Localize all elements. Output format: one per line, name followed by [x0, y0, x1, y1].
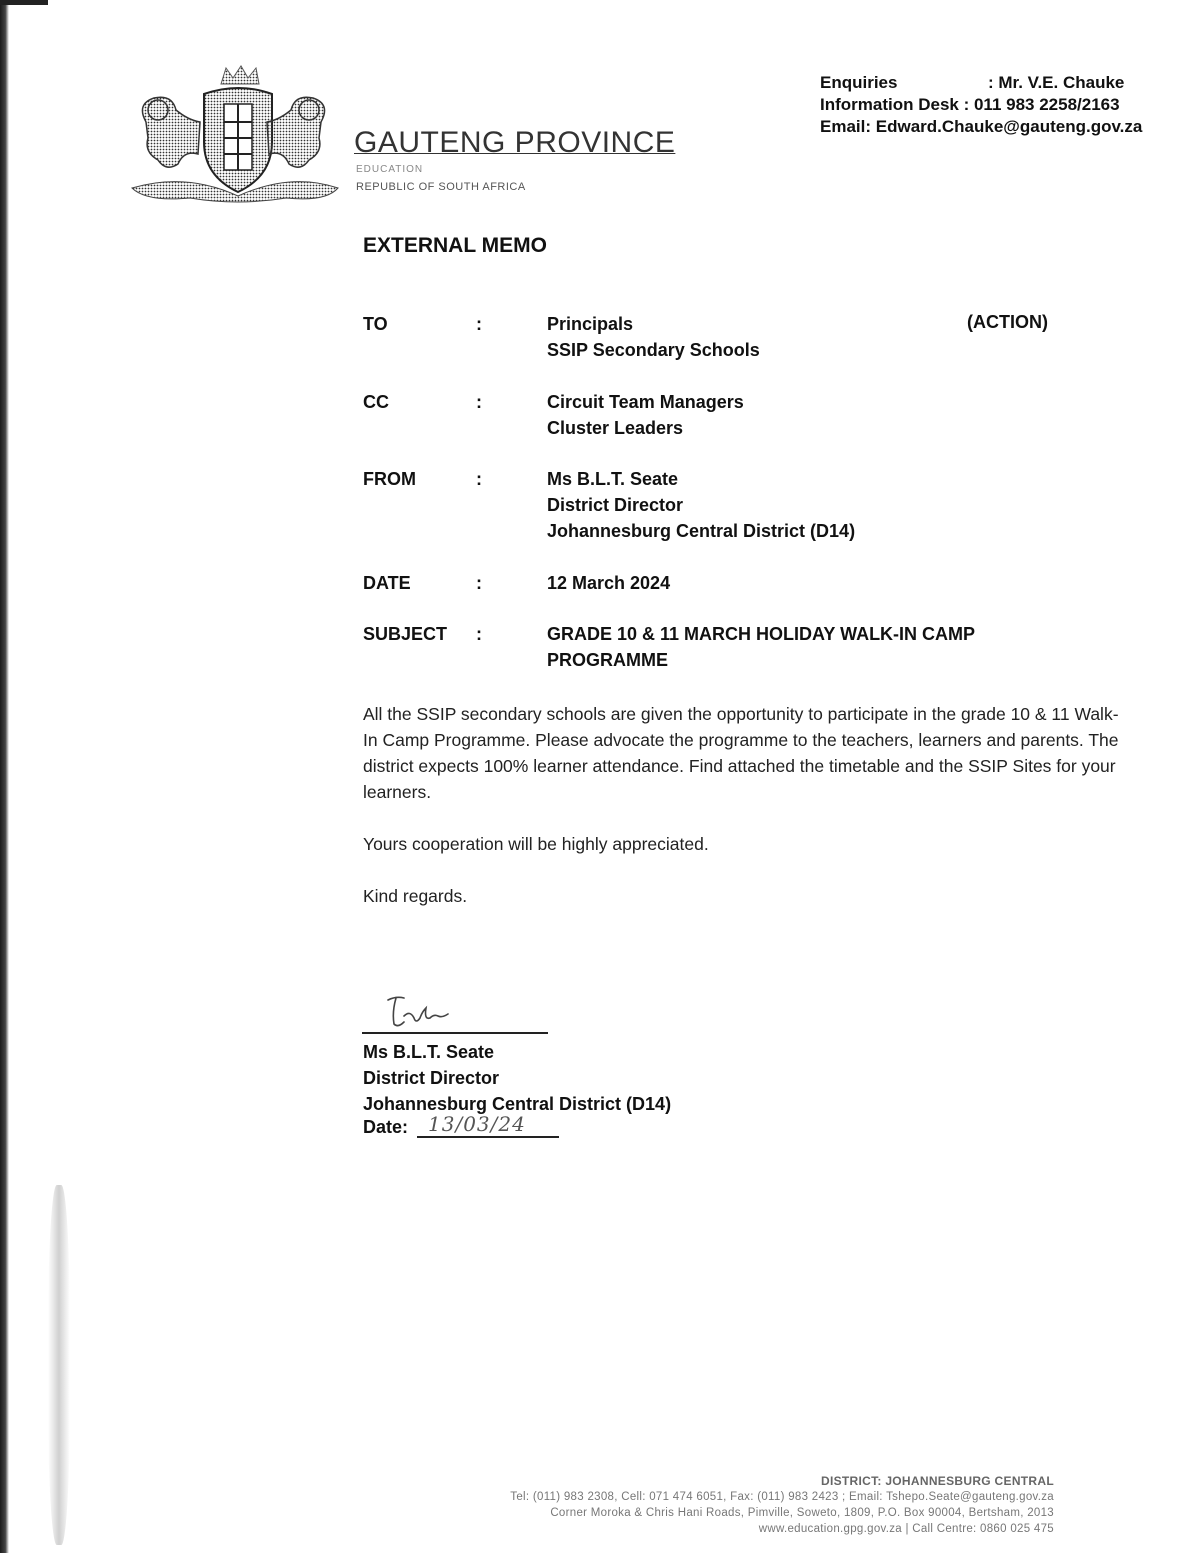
signature-line [362, 1032, 548, 1034]
body-paragraph-1: All the SSIP secondary schools are given the opportunity to participate in the grade 10 & 11 Walk-In Camp Programme. Please advocate the programme to the teachers, learners and parents. The district expects 100% learner attendance. Find attached the timetable and the SSIP Sites for your learners. [363, 704, 1119, 802]
subject-value [547, 621, 975, 673]
to-label: TO [363, 314, 388, 334]
subject-line-2: PROGRAMME [547, 650, 668, 670]
from-label: FROM [363, 469, 416, 489]
enquiries-value: : Mr. V.E. Chauke [988, 73, 1125, 92]
signature-icon [382, 992, 462, 1032]
subject-label: SUBJECT [363, 624, 448, 644]
subject-colon: : [476, 624, 482, 644]
from-line-2: District Director [547, 495, 684, 515]
memo-title: EXTERNAL MEMO [363, 234, 547, 257]
footer-line-1: Tel: (011) 983 2308, Cell: 071 474 6051, Fax: (011) 983 2423 ; Email: Tshepo.Seate@gauteng.gov.za [510, 1491, 1054, 1503]
cc-line-2: Cluster Leaders [547, 418, 684, 438]
department-name: EDUCATION [356, 164, 424, 175]
date-label: DATE [363, 573, 411, 593]
cc-value [547, 389, 744, 441]
from-colon: : [476, 469, 482, 489]
signatory-name: Ms B.L.T. Seate [363, 1042, 495, 1062]
cc-colon: : [476, 392, 482, 412]
footer-line-3: www.education.gpg.gov.za | Call Centre: 0860 025 475 [758, 1523, 1054, 1535]
email-row [820, 116, 1142, 138]
to-value [547, 311, 760, 363]
enquiries-label: Enquiries [820, 73, 898, 92]
enquiries-row [820, 72, 1142, 94]
signatory-title: District Director [363, 1068, 500, 1088]
coat-of-arms-icon [126, 64, 341, 206]
signature-date-label: Date: [363, 1117, 409, 1137]
footer [510, 1473, 1054, 1537]
date-line [417, 1136, 559, 1138]
footer-line-2: Corner Moroka & Chris Hani Roads, Pimville, Soweto, 1809, P.O. Box 90004, Bertsham, 2013 [550, 1507, 1054, 1519]
action-tag: (ACTION) [967, 312, 1048, 332]
scan-edge-top [0, 0, 48, 5]
from-value [547, 466, 855, 544]
info-desk-row [820, 94, 1142, 116]
scan-edge [0, 0, 9, 1553]
country-name: REPUBLIC OF SOUTH AFRICA [356, 181, 526, 193]
email-label: Email: [820, 117, 872, 136]
to-line-2: SSIP Secondary Schools [547, 340, 760, 360]
from-line-1: Ms B.L.T. Seate [547, 469, 679, 489]
to-colon: : [476, 314, 482, 334]
date-colon: : [476, 573, 482, 593]
email-value: Edward.Chauke@gauteng.gov.za [875, 117, 1143, 136]
signature-block [363, 1039, 671, 1117]
subject-line-1: GRADE 10 & 11 MARCH HOLIDAY WALK-IN CAMP [547, 624, 976, 644]
signatory-district: Johannesburg Central District (D14) [363, 1094, 672, 1114]
closing-text: Kind regards. [363, 886, 468, 906]
cc-line-1: Circuit Team Managers [547, 392, 744, 412]
date-value: 12 March 2024 [547, 573, 671, 593]
footer-heading: DISTRICT: JOHANNESBURG CENTRAL [820, 1474, 1054, 1488]
scan-smudge [48, 1185, 70, 1545]
cc-label: CC [363, 392, 389, 412]
from-line-3: Johannesburg Central District (D14) [547, 521, 856, 541]
to-line-1: Principals [547, 314, 634, 334]
body-paragraph-2: Yours cooperation will be highly appreciated. [363, 834, 709, 854]
province-title: GAUTENG PROVINCE [354, 126, 676, 159]
contact-block [820, 72, 1142, 138]
info-desk-label: Information Desk [820, 95, 959, 114]
info-desk-value: : 011 983 2258/2163 [963, 95, 1120, 114]
signature-date-handwritten: 13/03/24 [428, 1112, 526, 1136]
